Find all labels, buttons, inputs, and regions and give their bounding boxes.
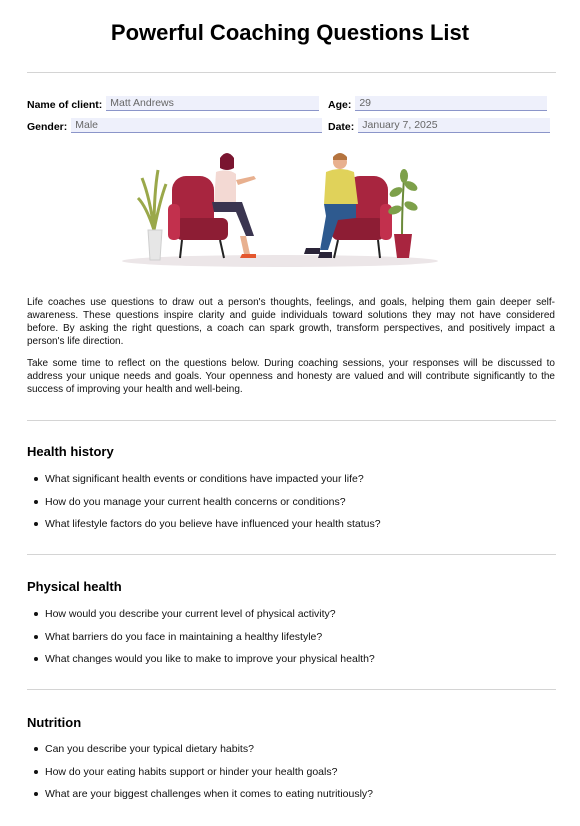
section-title-physical-health: Physical health xyxy=(27,579,122,594)
list-item xyxy=(27,652,555,675)
health-history-list xyxy=(27,472,555,540)
list-item xyxy=(27,517,555,540)
question-text: How would you describe your current level of physical activity? xyxy=(45,608,336,620)
bullet-icon xyxy=(34,657,38,661)
list-item xyxy=(27,630,555,653)
age-field[interactable]: 29 xyxy=(355,96,547,111)
intro-paragraph-1: Life coaches use questions to draw out a person's thoughts, feelings, and goals, helping them gain deeper self-awareness. These questions inspire clarity and guide individuals toward solutions they may not have considered before. By asking the right questions, a coach can spark growth, transform perspectives, and positively impact a person's life direction. xyxy=(27,297,555,347)
nutrition-list xyxy=(27,742,555,810)
divider xyxy=(27,554,556,555)
gender-row xyxy=(27,117,322,133)
question-text: How do you manage your current health concerns or conditions? xyxy=(45,495,346,508)
question-text: What significant health events or conditions have impacted your life? xyxy=(45,473,364,485)
date-label: Date: xyxy=(328,121,355,133)
list-item xyxy=(27,742,555,765)
bullet-icon xyxy=(34,792,38,796)
question-text: Can you describe your typical dietary habits? xyxy=(45,743,254,755)
section-title-health-history: Health history xyxy=(27,444,114,459)
date-field[interactable]: January 7, 2025 xyxy=(358,118,550,133)
question-text: What are your biggest challenges when it comes to eating nutritiously? xyxy=(45,788,374,800)
list-item xyxy=(27,765,555,788)
left-plant-icon xyxy=(138,170,166,260)
divider xyxy=(27,689,556,690)
question-text: How do your eating habits support or hinder your health goals? xyxy=(45,765,338,778)
list-item xyxy=(27,787,555,810)
bullet-icon xyxy=(34,635,38,639)
floor-shadow xyxy=(122,255,438,267)
coaching-session-illustration xyxy=(120,148,440,272)
bullet-icon xyxy=(34,612,38,616)
bullet-icon xyxy=(34,477,38,481)
client-name-label: Name of client: xyxy=(27,99,103,111)
gender-field[interactable]: Male xyxy=(71,118,322,133)
intro-paragraph-2: Take some time to reflect on the questions below. During coaching sessions, your responses will be discussed to address your unique needs and goals. Your openness and honesty are valued and will contribute significantly to the success of improving your health and well-being. xyxy=(27,358,555,395)
question-text: What lifestyle factors do you believe have influenced your health status? xyxy=(45,518,381,530)
bullet-icon xyxy=(34,747,38,751)
list-item xyxy=(27,495,555,518)
bullet-icon xyxy=(34,770,38,774)
section-title-nutrition: Nutrition xyxy=(27,715,82,730)
client-name-field[interactable]: Matt Andrews xyxy=(106,96,319,111)
divider xyxy=(27,72,556,73)
age-label: Age: xyxy=(328,99,352,111)
bullet-icon xyxy=(34,500,38,504)
page-title: Powerful Coaching Questions List xyxy=(110,20,470,45)
client-name-row xyxy=(27,95,319,111)
date-row xyxy=(328,117,550,133)
list-item xyxy=(27,607,555,630)
divider xyxy=(27,420,556,421)
client-figure-icon xyxy=(304,153,358,258)
physical-health-list xyxy=(27,607,555,675)
right-plant-icon xyxy=(387,169,419,258)
question-text: What changes would you like to make to improve your physical health? xyxy=(45,653,375,665)
bullet-icon xyxy=(34,522,38,526)
gender-label: Gender: xyxy=(27,121,68,133)
coach-figure-icon xyxy=(212,153,256,258)
age-row xyxy=(328,95,547,111)
list-item xyxy=(27,472,555,495)
question-text: What barriers do you face in maintaining a healthy lifestyle? xyxy=(45,630,323,643)
